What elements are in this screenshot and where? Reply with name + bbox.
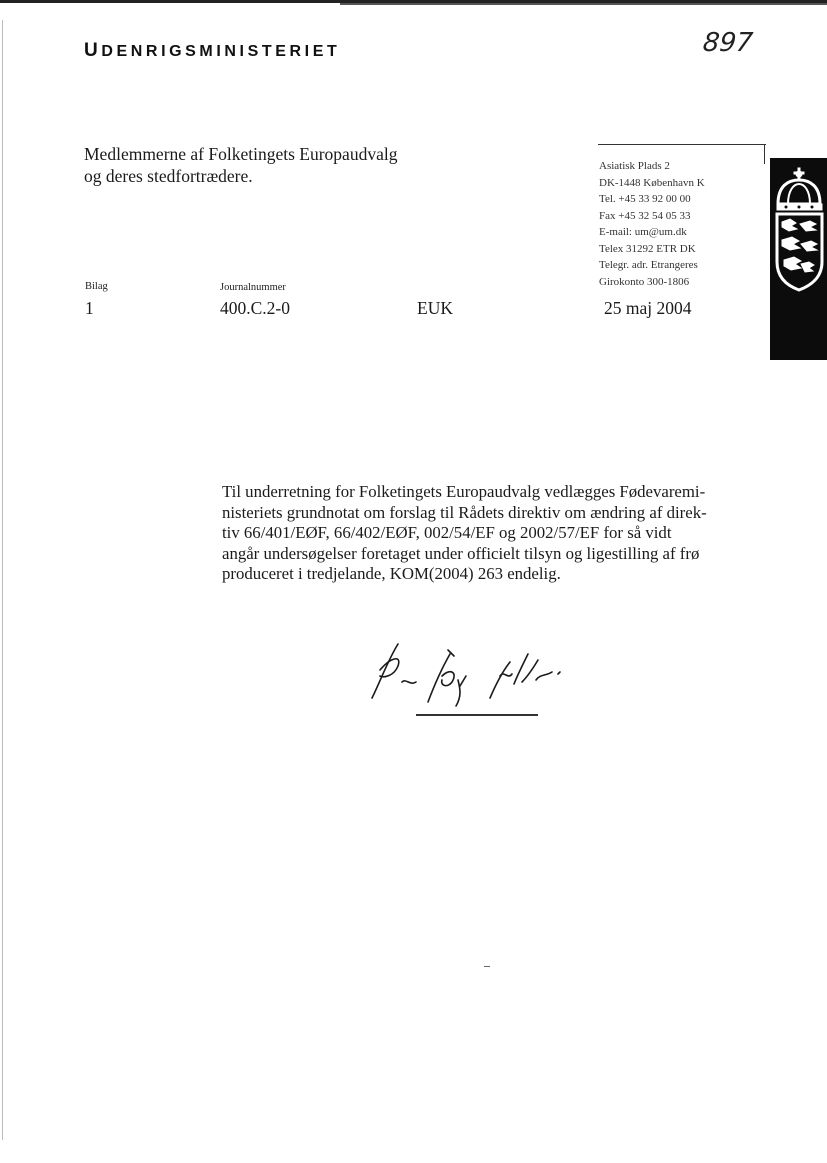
address-block	[599, 158, 705, 290]
body-line: produceret i tredjelande, KOM(2004) 263 endelig.	[222, 564, 561, 583]
body-line: angår undersøgelser foretaget under officielt tilsyn og ligestilling af frø	[222, 543, 700, 563]
address-line: Girokonto 300-1806	[599, 275, 690, 288]
handwritten-signature	[362, 632, 582, 712]
scan-edge-left	[2, 20, 3, 1140]
body-line: tiv 66/401/EØF, 66/402/EØF, 002/54/EF og 2002/57/EF for så vidt	[222, 523, 672, 542]
address-line: Fax +45 32 54 05 33	[599, 209, 691, 222]
ministry-rest: DENRIGSMINISTERIET	[101, 43, 341, 60]
bilag-value: 1	[85, 298, 94, 318]
address-line: DK-1448 København K	[599, 176, 705, 189]
recipient-line-1: Medlemmerne af Folketingets Europaudvalg	[84, 144, 398, 164]
address-line: Tel. +45 33 92 00 00	[599, 193, 691, 205]
journal-label: Journalnummer	[220, 282, 286, 293]
address-line: Asiatisk Plads 2	[599, 160, 670, 172]
address-rule-vertical	[764, 144, 765, 164]
ministry-name	[84, 40, 340, 62]
recipient-line-2: og deres stedfortrædere.	[84, 166, 253, 186]
signature-underline	[416, 714, 538, 716]
handwritten-page-number: 897	[701, 28, 755, 58]
unit-code: EUK	[417, 298, 453, 318]
body-paragraph	[222, 482, 742, 585]
letter-date: 25 maj 2004	[604, 298, 692, 318]
royal-crest-icon	[772, 166, 827, 301]
address-line: E-mail: um@um.dk	[599, 226, 687, 238]
address-line: Telex 31292 ETR DK	[599, 242, 696, 255]
journal-number: 400.C.2-0	[220, 298, 290, 318]
body-line: Til underretning for Folketingets Europaudvalg vedlægges Fødevaremi-	[222, 482, 706, 501]
scan-speck	[484, 966, 490, 967]
bilag-label: Bilag	[85, 281, 108, 292]
body-line: nisteriets grundnotat om forslag til Rådets direktiv om ændring af direk-	[222, 502, 707, 522]
address-rule-horizontal	[598, 144, 766, 145]
ministry-initial: U	[84, 40, 102, 61]
scan-edge-top-secondary	[340, 3, 827, 5]
address-line: Telegr. adr. Etrangeres	[599, 259, 698, 271]
recipient-block	[84, 143, 397, 187]
